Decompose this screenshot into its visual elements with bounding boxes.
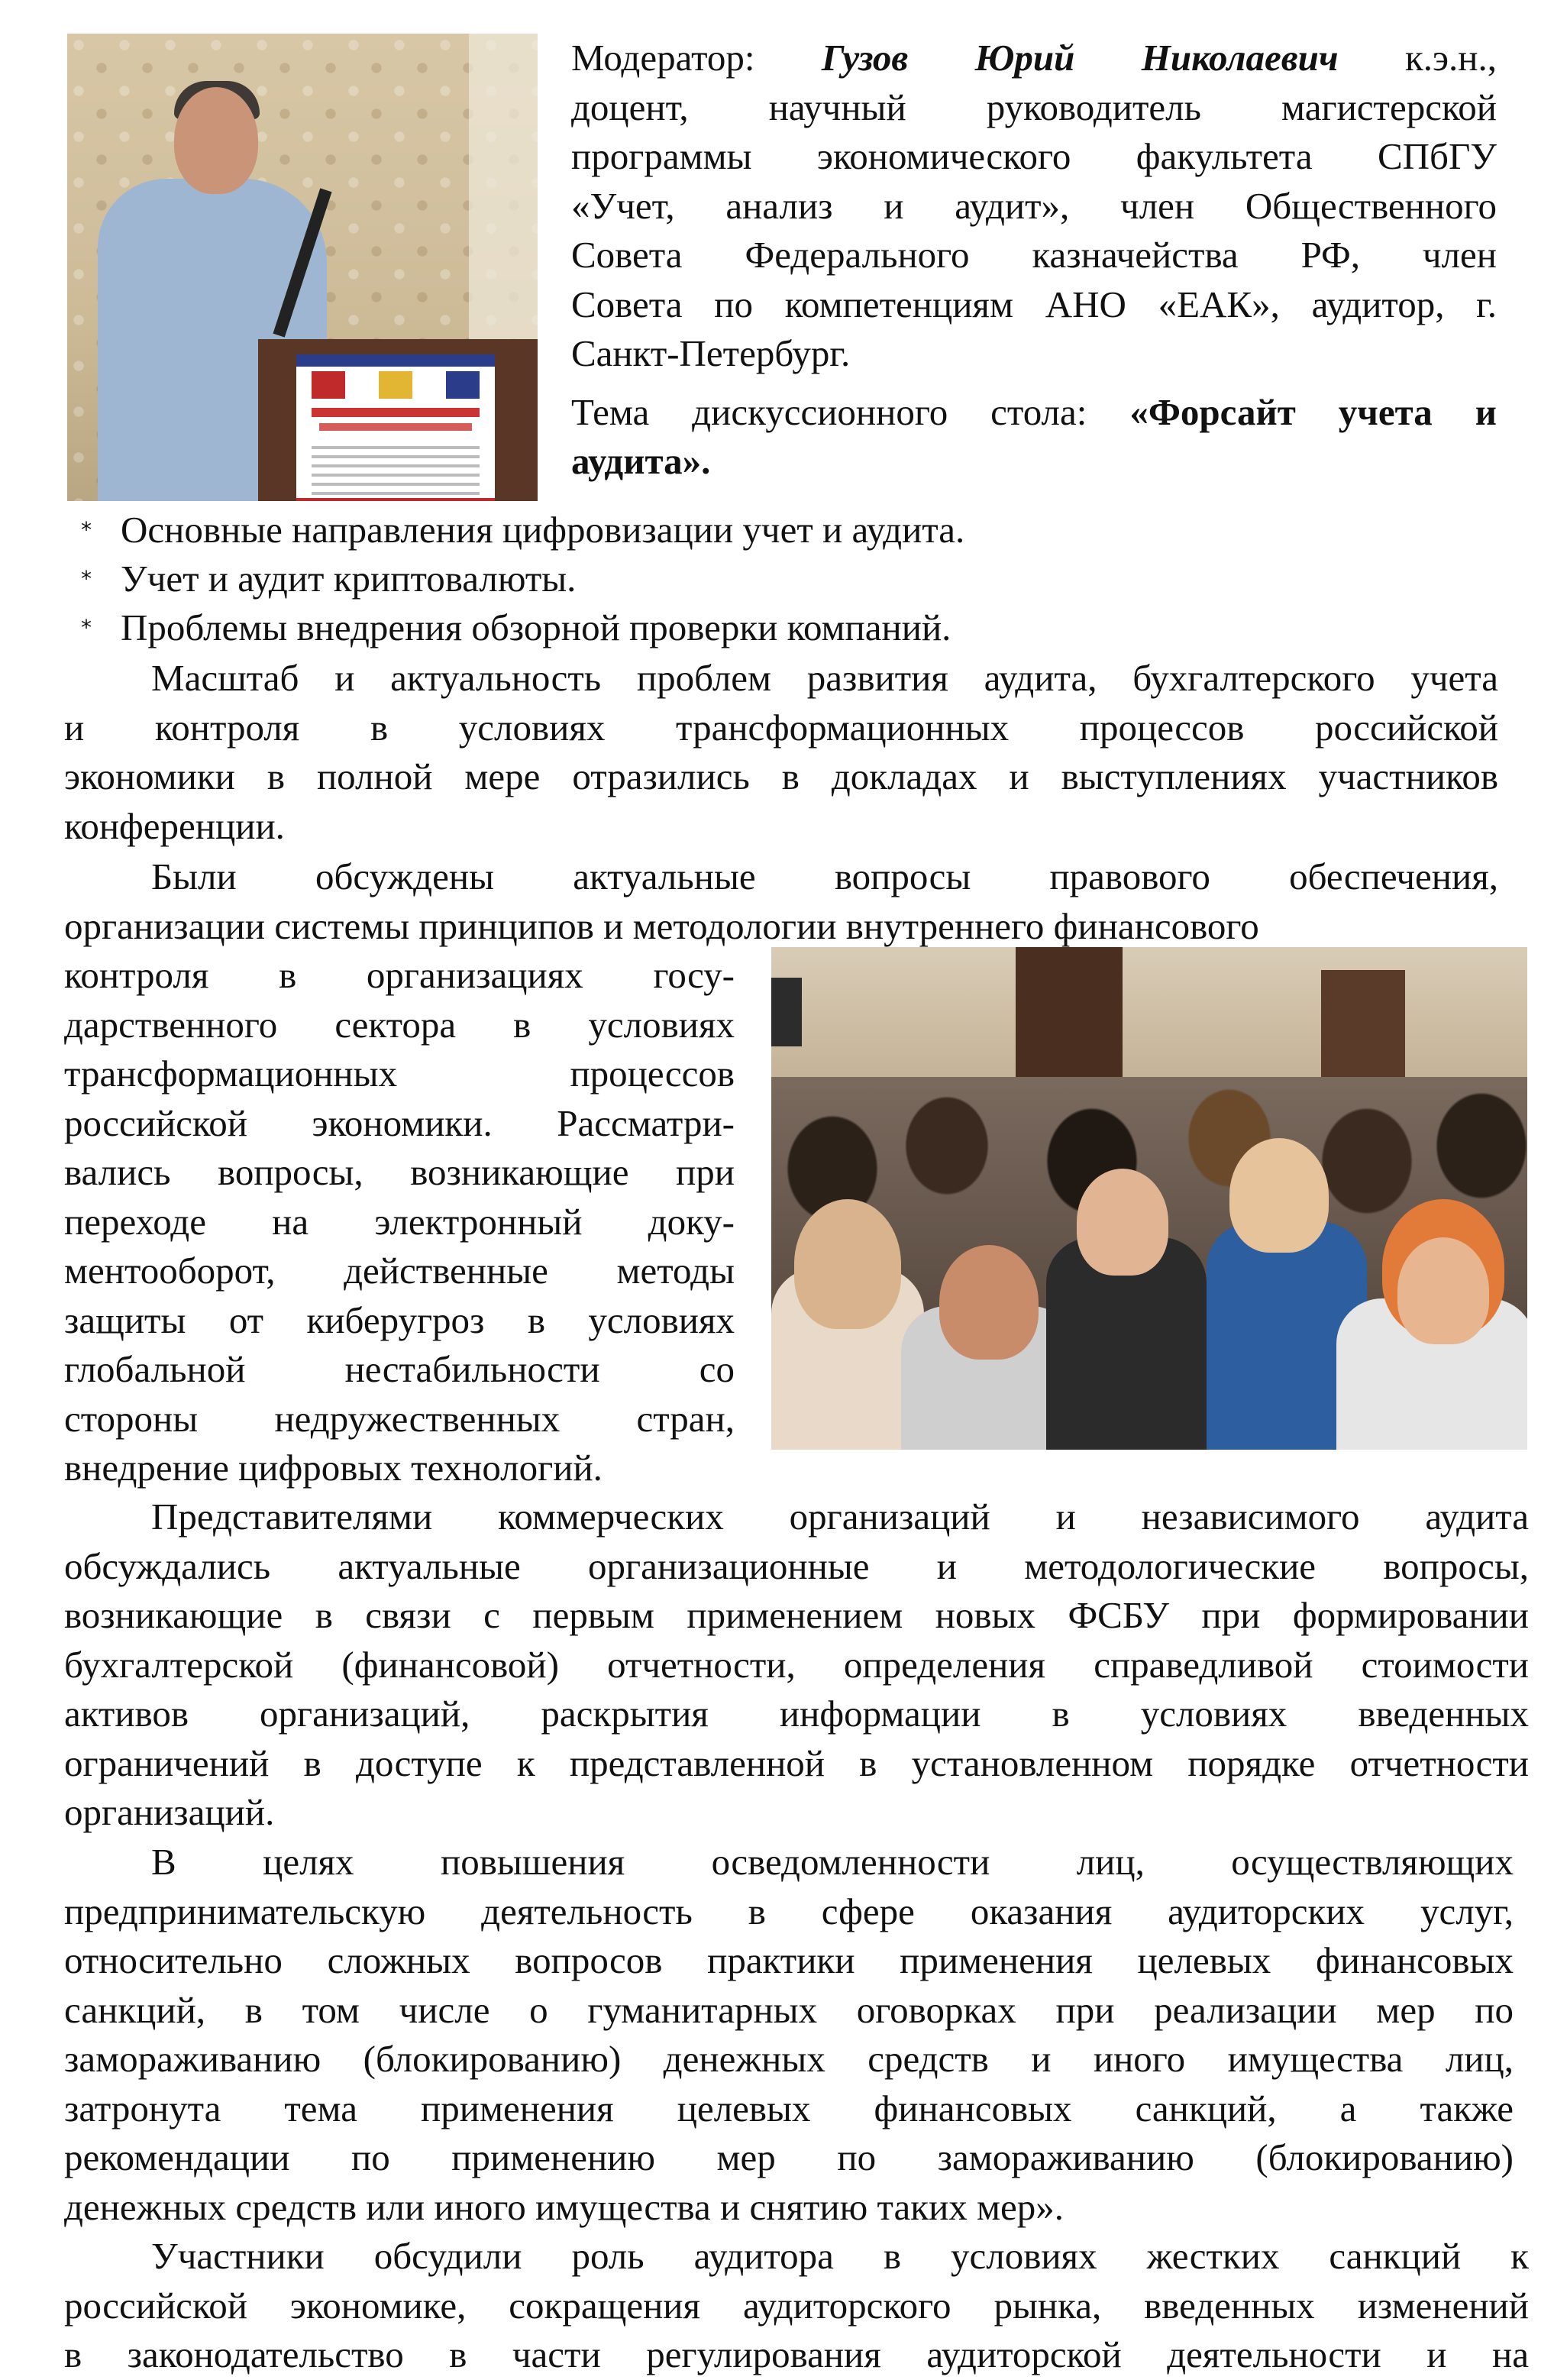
bullet-item: * Учет и аудит криптовалюты. (121, 555, 576, 604)
paragraph-2-column: контроля в организациях госу- дарственного сектора в условиях трансформационных процессов российской экономики. Рассматри- вались вопросы, возникающие при переходе на электронный доку- ментооборот, действенные методы защиты от киберугроз в условиях глобальной нестабильности со стороны недружественных стран, внедрение цифровых технологий. (64, 954, 735, 1489)
bullet-item: * Основные направления цифровизации учет и аудита. (121, 506, 964, 555)
topic-label: Тема дискуссионного стола: (571, 390, 1087, 433)
moderator-line-5: Совета Федерального казначейства РФ, член (571, 234, 1497, 276)
moderator-line-3: программы экономического факультета СПбГУ (571, 135, 1497, 177)
topic-line-2: аудита». (571, 440, 711, 482)
audience-photo (771, 947, 1527, 1450)
paragraph-2: Были обсуждены актуальные вопросы правового обеспечения, организации системы принципов и методологии внутреннего финансового (64, 855, 1498, 947)
paragraph-3: Представителями коммерческих организаций и независимого аудита обсуждались актуальные организационные и методологические вопросы, возникающие в связи с первым применением новых ФСБУ при формировании бухгалтерской (финансовой) отчетности, определения справедливой стоимости активов организаций, раскрытия информации в условиях введенных ограничений в доступе к представленной в установленном порядке отчетности организаций. (64, 1496, 1529, 1833)
asterisk-icon: * (81, 566, 92, 591)
speaker-photo (67, 34, 538, 501)
conference-poster (296, 354, 495, 501)
paragraph-1: Масштаб и актуальность проблем развития аудита, бухгалтерского учета и контроля в условиях трансформационных процессов российской экономики в полной мере отразились в докладах и выступлениях участников конференции. (64, 657, 1498, 847)
moderator-label: Модератор: (571, 37, 755, 79)
moderator-line-2: доцент, научный руководитель магистерской (571, 86, 1497, 128)
asterisk-icon: * (81, 517, 92, 542)
moderator-line-6: Совета по компетенциям АНО «ЕАК», аудитор, г. (571, 283, 1497, 325)
moderator-line-1 (571, 34, 1497, 83)
moderator-block (571, 34, 1497, 487)
moderator-line-7: Санкт-Петербург. (571, 332, 851, 374)
paragraph-5: Участники обсудили роль аудитора в условиях жестких санкций к российской экономике, сокращения аудиторского рынка, введенных изменений в законодательство в части регулирования аудиторской деятельности и на (64, 2235, 1529, 2375)
paragraph-4: В целях повышения осведомленности лиц, осуществляющих предпринимательскую деятельность в сфере оказания аудиторских услуг, относительно сложных вопросов практики применения целевых финансовых санкций, в том числе о гуманитарных оговорках при реализации мер по замораживанию (блокированию) денежных средств и иного имущества лиц, затронута тема применения целевых финансовых санкций, а также рекомендации по применению мер по замораживанию (блокированию) денежных средств или иного имущества и снятию таких мер». (64, 1841, 1514, 2228)
bullet-item: * Проблемы внедрения обзорной проверки компаний. (121, 603, 951, 653)
moderator-line-4: «Учет, анализ и аудит», член Общественного (571, 184, 1497, 227)
moderator-degree: к.э.н., (1404, 37, 1497, 79)
moderator-name: Гузов Юрий Николаевич (821, 37, 1339, 79)
asterisk-icon: * (81, 615, 92, 640)
topic-line-1 (571, 388, 1497, 438)
topic-title: «Форсайт учета и (1129, 390, 1497, 433)
